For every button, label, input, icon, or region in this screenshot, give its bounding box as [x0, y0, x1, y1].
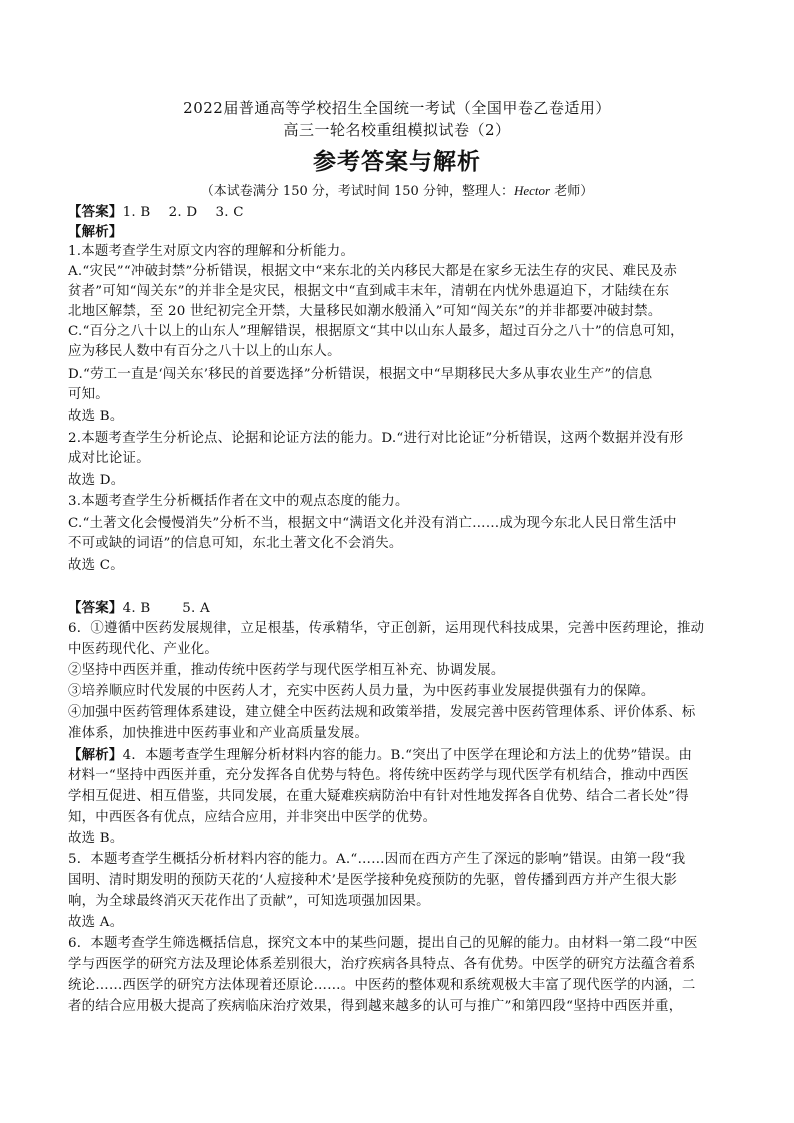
text-line: 故选 B。 — [68, 409, 124, 424]
document-title: 参考答案与解析 — [313, 148, 481, 175]
text-line: C.“土著文化会慢慢消失”分析不当，根据文中“满语文化并没有消亡……成为现今东北人民日常生活中 — [68, 516, 677, 531]
text-line: 故选 D。 — [68, 473, 125, 488]
exam-title-line-1: 2022届普通高等学校招生全国统一考试（全国甲卷乙卷适用） — [183, 99, 611, 117]
text-line: 故选 B。 — [68, 831, 124, 846]
text-line: 学与西医学的研究方法及理论体系差别很大，治疗疾病各具特点、各有优势。中医学的研究方法蕴含着系 — [68, 957, 696, 972]
text-line: 1.本题考查学生对原文内容的理解和分析能力。 — [68, 244, 355, 259]
text-line: 知，中西医各有优点，应结合应用，并非突出中医学的优势。 — [68, 810, 437, 825]
text-line: ④加强中医药管理体系建设，建立健全中医药法规和政策举措，发展完善中医药管理体系、评价体系、标 — [68, 705, 696, 720]
text-line: 2.本题考查学生分析论点、论据和论证方法的能力。D.“进行对比论证”分析错误，这两个数据并没有形 — [68, 431, 684, 446]
text-line: C.“百分之八十以上的山东人”理解错误，根据原文“其中以山东人最多，超过百分之八十”的信息可知， — [68, 324, 684, 339]
text-line: 准体系，加快推进中医药事业和产业高质量发展。 — [68, 726, 369, 741]
analysis-label: 【解析】 — [68, 747, 123, 763]
text-line: 可知。 — [68, 387, 109, 402]
text-line: A.“灾民”“冲破封禁”分析错误，根据文中“来东北的关内移民大都是在家乡无法生存的灾民、难民及赤 — [68, 264, 678, 279]
text-line: 响，为全球最终消灭天花作出了贡献”，可知选项强加因果。 — [68, 894, 430, 909]
text-line: 统论……西医学的研究方法体现着还原论……。中医药的整体观和系统观极大丰富了现代医学的内涵，二 — [68, 978, 696, 993]
text-line: 材料一“坚持中西医并重，充分发挥各自优势与特色。将传统中医药学与现代医学有机结合，推动中西医 — [68, 768, 689, 783]
answer-text: 4. B 5. A — [122, 601, 210, 616]
note-author-name: Hector — [513, 183, 551, 198]
text-line: 应为移民人数中有百分之八十以上的山东人。 — [68, 344, 341, 359]
text-line: ③培养顺应时代发展的中医药人才，充实中医药人员力量，为中医药事业发展提供强有力的保障。 — [68, 684, 655, 699]
text-line: 贫者”可知“闯关东”的并非全是灾民，根据文中“直到咸丰末年，清朝在内忧外患逼迫下，才陆续在东 — [68, 284, 670, 299]
text-line: 学相互促进、相互借鉴，共同发展，在重大疑难疾病防治中有针对性地发挥各自优势、结合二者长处”得 — [68, 789, 689, 804]
answer-line-4-5 — [68, 598, 734, 619]
exam-title-line-2: 高三一轮名校重组模拟试卷（2） — [283, 121, 511, 139]
text-line: 6．本题考查学生筛选概括信息，探究文本中的某些问题，提出自己的见解的能力。由材料一第二段“中医 — [68, 936, 698, 951]
text-line: 故选 C。 — [68, 558, 124, 573]
answer-label: 【答案】 — [68, 600, 123, 616]
text-line: 者的结合应用极大提高了疾病临床治疗效果，得到越来越多的认可与推广”和第四段“坚持中西医并重， — [68, 999, 683, 1014]
answer-line-1-3 — [68, 202, 734, 223]
text-line: 北地区解禁，至 20 世纪初完全开禁，大量移民如潮水般涌入”可知“闯关东”的并非都要冲破封禁。 — [68, 304, 662, 319]
text-line: 故选 A。 — [68, 915, 124, 930]
analysis-text: 4．本题考查学生理解分析材料内容的能力。B.“突出了中医学在理论和方法上的优势”错误。由 — [122, 748, 693, 763]
note-prefix: （本试卷满分 150 分，考试时间 150 分钟，整理人： — [200, 184, 514, 199]
analysis-line-4 — [68, 745, 734, 766]
note-suffix: 老师） — [550, 184, 594, 199]
answer-label: 【答案】 — [68, 204, 123, 220]
answer-text: 1. B 2. D 3. C — [122, 205, 244, 220]
text-line: 3.本题考查学生分析概括作者在文中的观点态度的能力。 — [68, 494, 409, 509]
text-line: 成对比论证。 — [68, 451, 150, 466]
exam-note — [0, 180, 794, 199]
analysis-label: 【解析】 — [68, 224, 123, 240]
text-line: 5．本题考查学生概括分析材料内容的能力。A.“……因而在西方产生了深远的影响”错误。由第一段“我 — [68, 852, 686, 867]
text-line: 不可或缺的词语”的信息可知，东北土著文化不会消失。 — [68, 536, 403, 551]
text-line: 国明、清时期发明的预防天花的‘人痘接种术’是医学接种免疫预防的先驱，曾传播到西方并产生很大影 — [68, 873, 678, 888]
text-line: ②坚持中西医并重，推动传统中医药学与现代医学相互补充、协调发展。 — [68, 663, 505, 678]
text-line: 中医药现代化、产业化。 — [68, 642, 219, 657]
text-line: 6．①遵循中医药发展规律，立足根基，传承精华，守正创新，运用现代科技成果，完善中医药理论，推动 — [68, 621, 705, 636]
text-line: D.“劳工一直是‘闯关东’移民的首要选择”分析错误，根据文中“早期移民大多从事农业生产”的信息 — [68, 367, 653, 382]
